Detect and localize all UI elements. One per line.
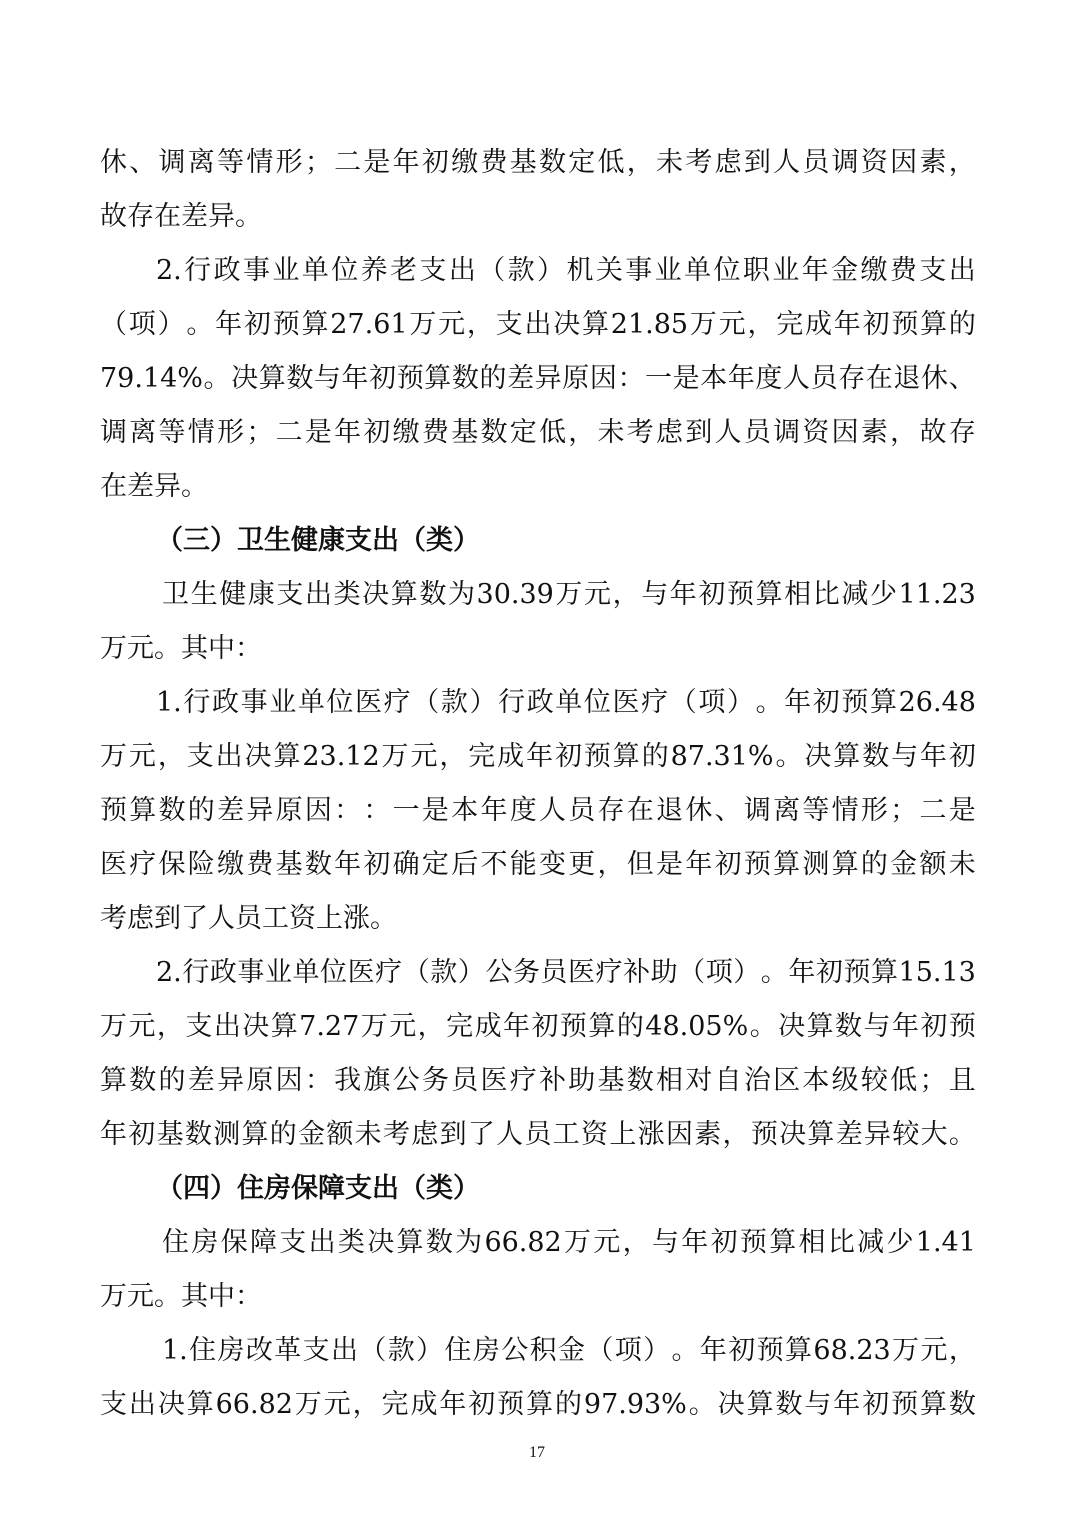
text-line: 算 数 的 差 异 原 因 ： 我 旗 公 务 员 医 疗 补 助 基 数 相 对 自 治 区 本 级 较 低 ； 且	[100, 1065, 976, 1096]
text-line: 万元。其中：	[100, 1281, 262, 1312]
text-line: 79.14% 。 决 算 数 与 年 初 预 算 数 的 差 异 原 因 ： 一 是 本 年 度 人 员 存 在 退 休 、	[100, 363, 976, 394]
text-line: 年 初 基 数 测 算 的 金 额 未 考 虑 到 了 人 员 工 资 上 涨 因 素 ， 预 决 算 差 异 较 大 。	[100, 1119, 976, 1150]
text-line: 万元。其中：	[100, 633, 262, 664]
text-line: 卫 生 健 康 支 出 类 决 算 数 为 30.39 万 元 ， 与 年 初 预 算 相 比 减 少 11.23	[162, 579, 976, 610]
text-line: 万 元 ， 支 出 决 算 7.27 万 元 ， 完 成 年 初 预 算 的 48.05% 。 决 算 数 与 年 初 预	[100, 1011, 976, 1042]
text-line: 住 房 保 障 支 出 类 决 算 数 为 66.82 万 元 ， 与 年 初 预 算 相 比 减 少 1.41	[162, 1227, 976, 1258]
section-heading: （三）卫生健康支出（类）	[156, 525, 480, 556]
text-line: （ 项 ） 。 年 初 预 算 27.61 万 元 ， 支 出 决 算 21.85 万 元 ， 完 成 年 初 预 算 的	[100, 309, 976, 340]
text-line: 医 疗 保 险 缴 费 基 数 年 初 确 定 后 不 能 变 更 ， 但 是 年 初 预 算 测 算 的 金 额 未	[100, 849, 976, 880]
text-line: 1. 行 政 事 业 单 位 医 疗 （ 款 ） 行 政 单 位 医 疗 （ 项 ） 。 年 初 预 算 26.48	[156, 687, 976, 718]
text-line: 在差异。	[100, 471, 208, 502]
text-line: 调 离 等 情 形 ； 二 是 年 初 缴 费 基 数 定 低 ， 未 考 虑 到 人 员 调 资 因 素 ， 故 存	[100, 417, 976, 448]
text-line: 2. 行 政 事 业 单 位 养 老 支 出 （ 款 ） 机 关 事 业 单 位 职 业 年 金 缴 费 支 出	[156, 255, 976, 286]
document-body	[100, 136, 976, 1432]
text-line: 预 算 数 的 差 异 原 因 ： ： 一 是 本 年 度 人 员 存 在 退 休 、 调 离 等 情 形 ； 二 是	[100, 795, 976, 826]
text-line: 支 出 决 算 66.82 万 元 ， 完 成 年 初 预 算 的 97.93% 。 决 算 数 与 年 初 预 算 数	[100, 1389, 976, 1420]
text-line: 故存在差异。	[100, 201, 262, 232]
text-line: 2. 行 政 事 业 单 位 医 疗 （ 款 ） 公 务 员 医 疗 补 助 （ 项 ） 。 年 初 预 算 15.13	[156, 957, 976, 988]
text-line: 休 、 调 离 等 情 形 ； 二 是 年 初 缴 费 基 数 定 低 ， 未 考 虑 到 人 员 调 资 因 素 ，	[100, 147, 976, 178]
text-line: 考虑到了人员工资上涨。	[100, 903, 397, 934]
section-heading: （四）住房保障支出（类）	[156, 1173, 480, 1204]
text-line: 万 元 ， 支 出 决 算 23.12 万 元 ， 完 成 年 初 预 算 的 87.31% 。 决 算 数 与 年 初	[100, 741, 976, 772]
page-number: 17	[529, 1444, 545, 1461]
text-line: 1. 住 房 改 革 支 出 （ 款 ） 住 房 公 积 金 （ 项 ） 。 年 初 预 算 68.23 万 元 ，	[162, 1335, 976, 1366]
